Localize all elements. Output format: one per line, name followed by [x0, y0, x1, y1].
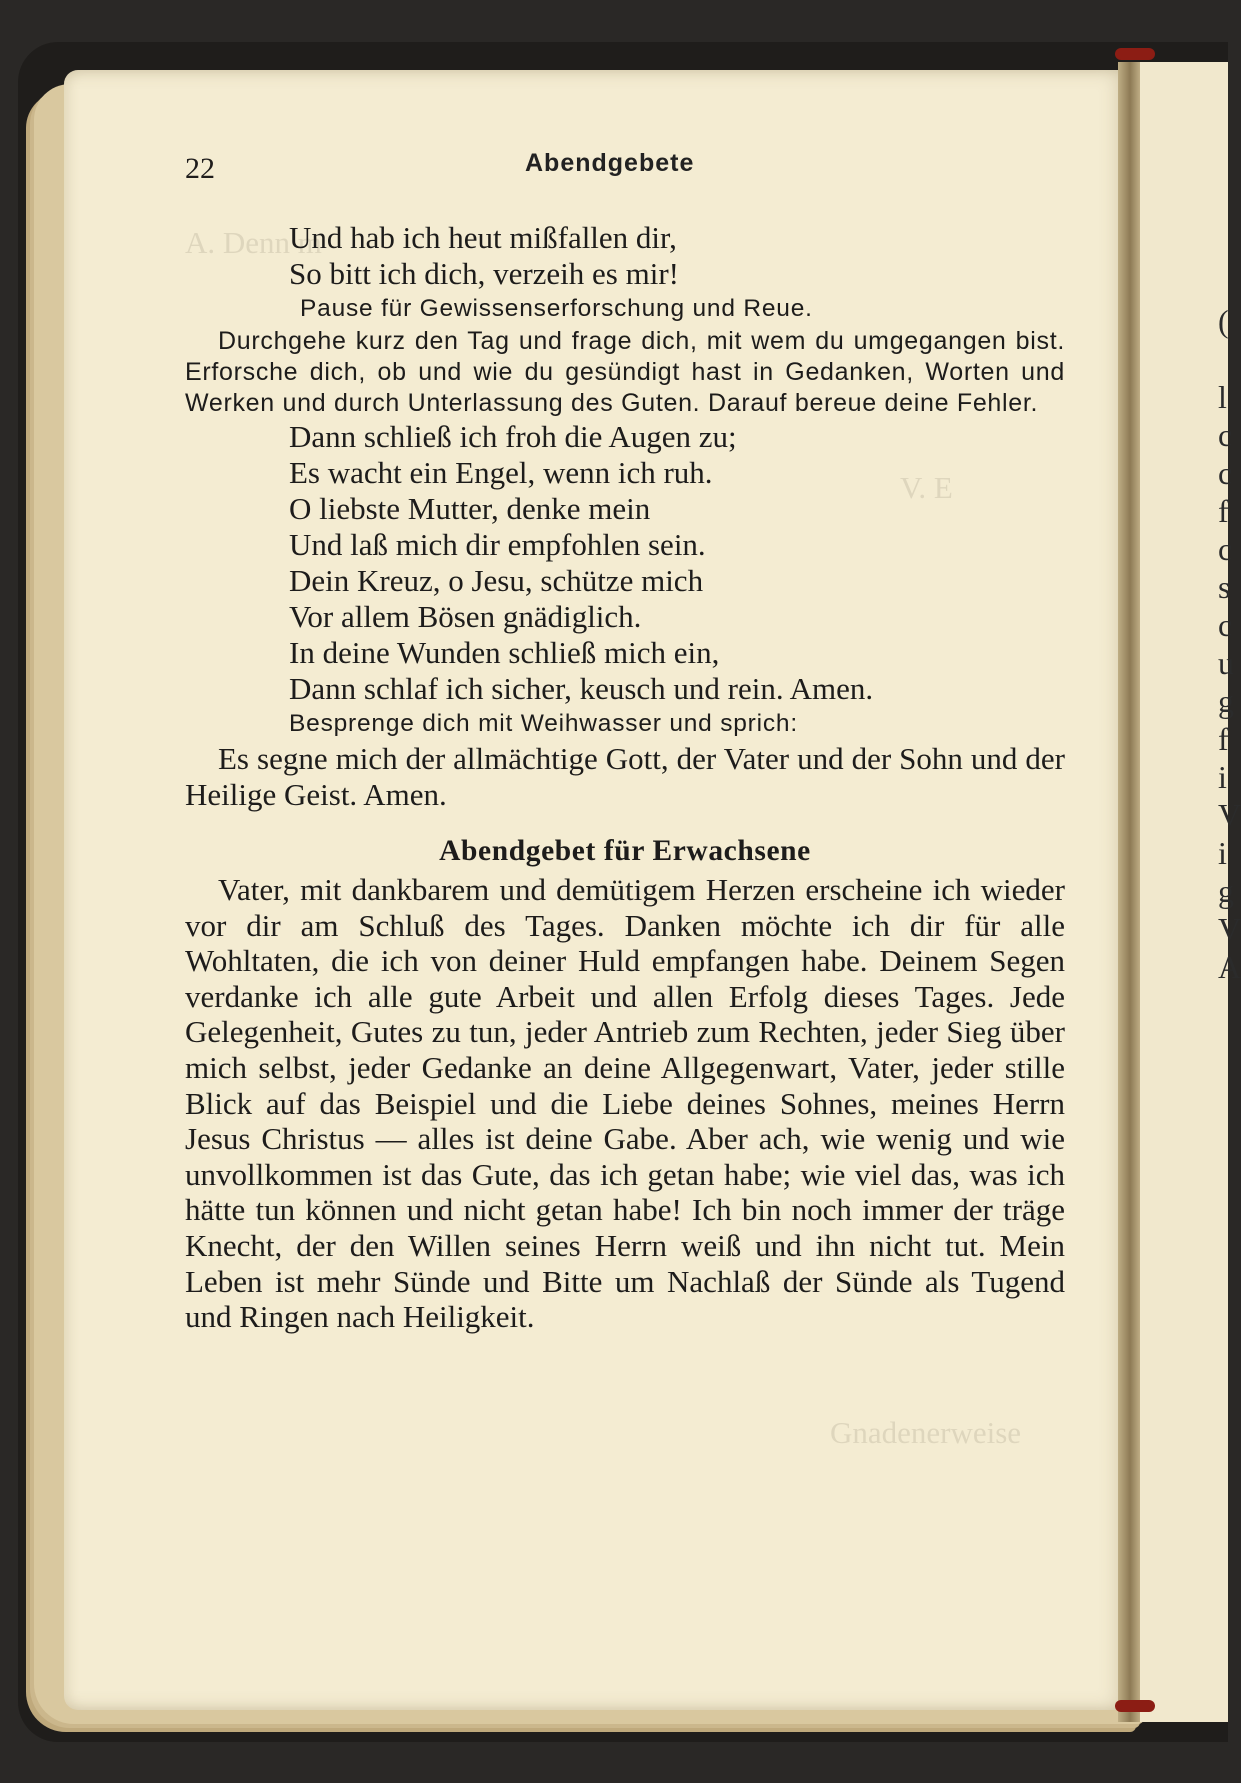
- facing-page-letter: c: [1218, 607, 1233, 643]
- facing-page-letter: A: [1218, 949, 1241, 985]
- verse-line: O liebste Mutter, denke mein: [289, 491, 651, 526]
- facing-page-letter: i: [1218, 835, 1227, 871]
- section-title: Abendgebet für Erwachsene: [439, 835, 811, 867]
- facing-page-letter: V: [1218, 911, 1241, 947]
- verse-block-top: [185, 220, 1065, 292]
- verse-line: Dann schlaf ich sicher, keusch und rein. Amen.: [289, 671, 874, 706]
- instruction-paragraph: Durchgehe kurz den Tag und frage dich, mit wem du umgegangen bist. Erforsche dich, ob und wie du gesündigt hast in Gedanken, Worten und Werken und durch Unterlassung des Guten. Darauf bereue deine Fehler.: [185, 327, 1065, 417]
- prayer-paragraph: Vater, mit dankbarem und demütigem Herzen erscheine ich wieder vor dir am Schluß des Tages. Danken möchte ich dir für alle Wohltaten, die ich von deiner Huld empfangen habe. Deinem Segen verdanke ich alle gute Arbeit und allen Erfolg dieses Tages. Jede Gelegenheit, Gutes zu tun, jeder Antrieb zum Rechten, jeder Sieg über mich selbst, jeder Gedanke an deine Allgegenwart, Vater, jeder stille Blick auf das Beispiel und die Liebe deines Sohnes, meines Herrn Jesus Christus — alles ist deine Gabe. Aber ach, wie wenig und wie unvollkommen ist das Gute, das ich getan habe; wie viel das, was ich hätte tun können und nicht getan habe! Ich bin noch immer der träge Knecht, der den Willen seines Herrn weiß und ihn nicht tut. Mein Leben ist mehr Sünde und Bitte um Nachlaß der Sünde als Tugend und Ringen nach Heiligkeit.: [185, 872, 1065, 1335]
- facing-page-letter: i: [1218, 759, 1227, 795]
- facing-page-letter: f: [1218, 721, 1229, 757]
- facing-page-letter: c: [1218, 455, 1233, 491]
- verse-block-main: [185, 419, 1065, 707]
- facing-page-letter: s: [1218, 569, 1231, 605]
- ribbon-marker: [1115, 48, 1155, 60]
- verse-line: Und laß mich dir empfohlen sein.: [289, 527, 706, 562]
- book-gutter: [1118, 62, 1142, 1722]
- verse-line: Es wacht ein Engel, wenn ich ruh.: [289, 455, 713, 490]
- verse-line: Dein Kreuz, o Jesu, schütze mich: [289, 563, 704, 598]
- ribbon-marker: [1115, 1700, 1155, 1712]
- facing-page-letter: V: [1218, 797, 1241, 833]
- facing-page-letter: [1218, 340, 1238, 378]
- verse-line: Dann schließ ich froh die Augen zu;: [289, 419, 737, 454]
- verse-line: Und hab ich heut mißfallen dir,: [289, 220, 677, 255]
- facing-page-letter: g: [1218, 873, 1234, 909]
- facing-page-letter: c: [1218, 531, 1233, 567]
- facing-page-letter: g: [1218, 683, 1234, 719]
- show-through-text: A. Denn m: [185, 225, 322, 260]
- facing-page-letters: [1218, 302, 1241, 986]
- running-title: Abendgebete: [525, 149, 695, 177]
- verse-line: Vor allem Bösen gnädiglich.: [289, 599, 642, 634]
- facing-page-letter: (: [1218, 303, 1229, 339]
- rubric-holy-water: Besprenge dich mit Weihwasser und sprich:: [289, 710, 798, 737]
- page-header: [185, 149, 1085, 192]
- blessing-paragraph: Es segne mich der allmächtige Gott, der Vater und der Sohn und der Heilige Geist. Amen.: [185, 741, 1065, 812]
- verse-line: So bitt ich dich, verzeih es mir!: [289, 256, 679, 291]
- facing-page-letter: c: [1218, 417, 1233, 453]
- facing-page-letter: l: [1218, 379, 1227, 415]
- show-through-text: Gnadenerweise: [830, 1415, 1022, 1450]
- facing-page-letter: f: [1218, 493, 1229, 529]
- page-number: 22: [185, 152, 215, 185]
- verse-line: In deine Wunden schließ mich ein,: [289, 635, 720, 670]
- facing-page: [1140, 62, 1241, 1722]
- rubric-pause: Pause für Gewissenserforschung und Reue.: [300, 295, 813, 322]
- facing-page-letter: u: [1218, 645, 1234, 681]
- page-body: [185, 220, 1065, 1335]
- show-through-text: V. E: [900, 470, 953, 505]
